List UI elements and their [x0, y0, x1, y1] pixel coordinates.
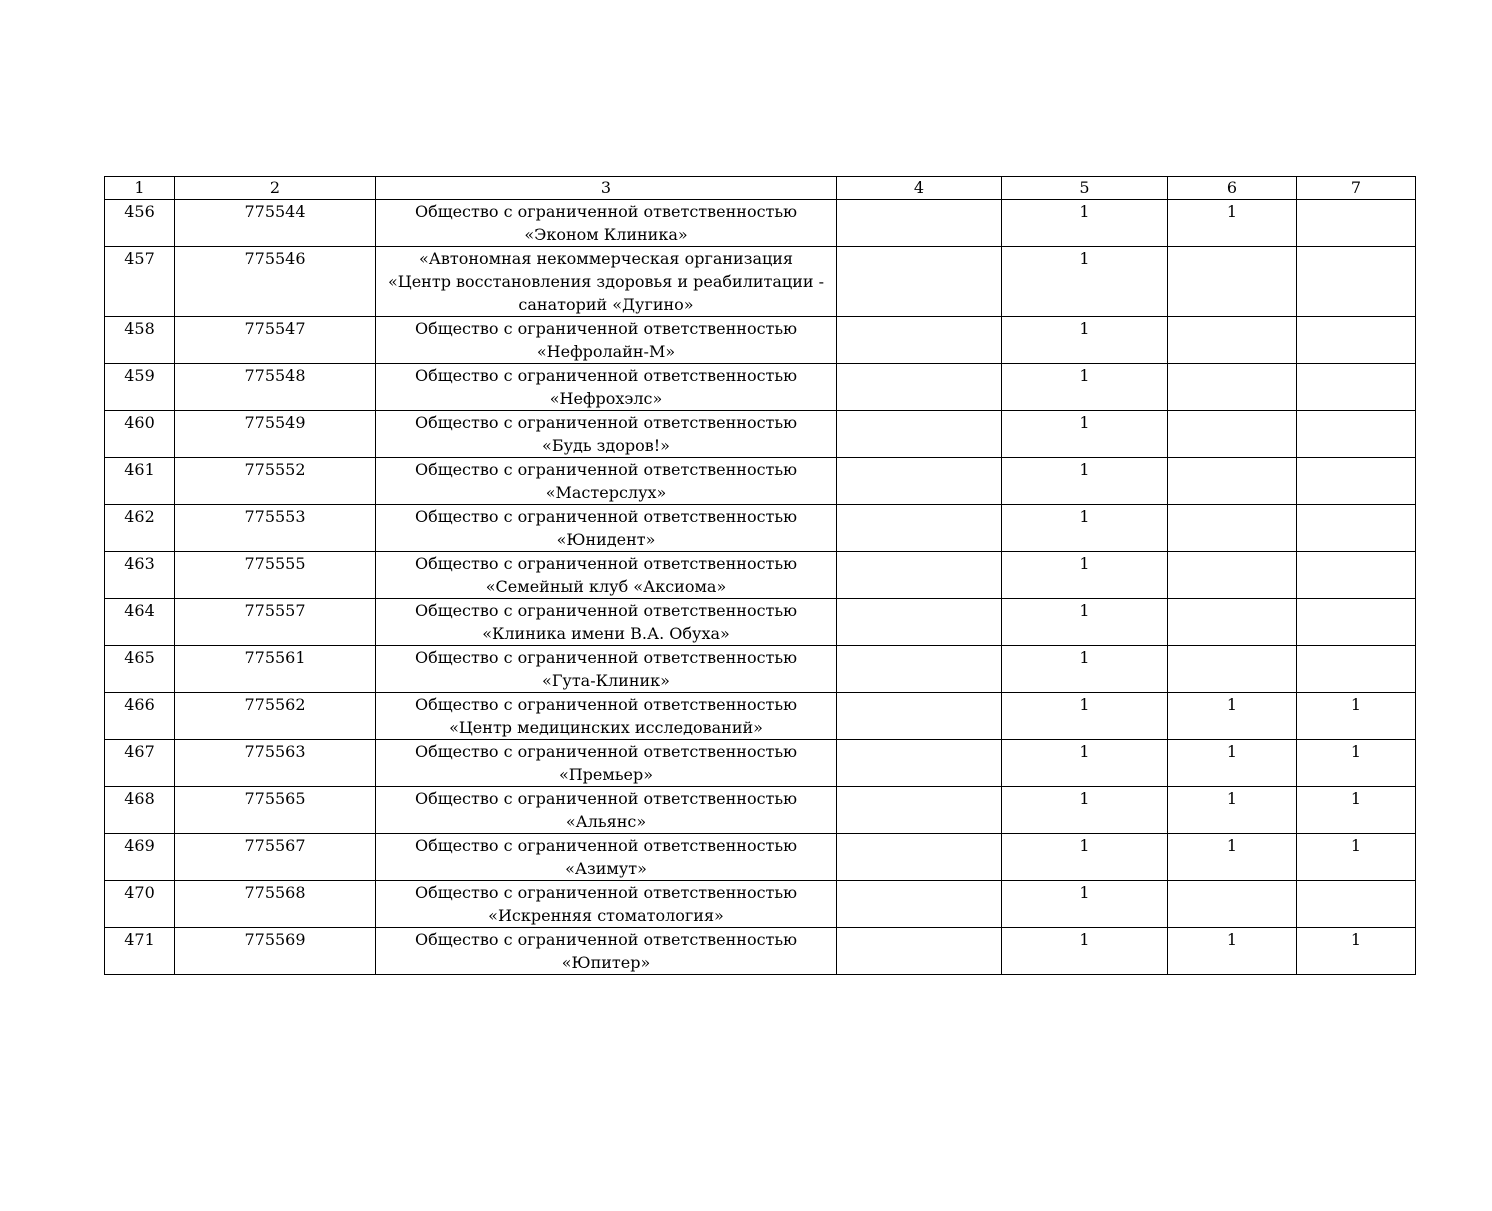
table-row: [105, 881, 1416, 928]
column-5-cell: 1: [1002, 247, 1168, 317]
column-4-cell: [837, 200, 1002, 247]
code-cell: 775557: [175, 599, 376, 646]
row-number-cell: 468: [105, 787, 175, 834]
row-number-cell: 463: [105, 552, 175, 599]
row-number-cell: 460: [105, 411, 175, 458]
column-4-cell: [837, 740, 1002, 787]
column-5-cell: 1: [1002, 458, 1168, 505]
organization-name-cell: Общество с ограниченной ответственностью «Семейный клуб «Аксиома»: [376, 552, 837, 599]
column-7-cell: [1297, 881, 1416, 928]
organization-name-cell: Общество с ограниченной ответственностью «Клиника имени В.А. Обуха»: [376, 599, 837, 646]
table-row: [105, 458, 1416, 505]
column-7-cell: [1297, 552, 1416, 599]
column-5-cell: 1: [1002, 834, 1168, 881]
column-header-6: 6: [1168, 177, 1297, 200]
row-number-cell: 465: [105, 646, 175, 693]
column-6-cell: 1: [1168, 928, 1297, 975]
column-5-cell: 1: [1002, 505, 1168, 552]
column-5-cell: 1: [1002, 693, 1168, 740]
column-4-cell: [837, 646, 1002, 693]
column-7-cell: [1297, 247, 1416, 317]
column-4-cell: [837, 505, 1002, 552]
column-5-cell: 1: [1002, 411, 1168, 458]
column-7-cell: [1297, 646, 1416, 693]
column-6-cell: [1168, 364, 1297, 411]
table-row: [105, 364, 1416, 411]
column-6-cell: 1: [1168, 834, 1297, 881]
organization-name-cell: Общество с ограниченной ответственностью «Нефрохэлс»: [376, 364, 837, 411]
code-cell: 775548: [175, 364, 376, 411]
organization-name-cell: Общество с ограниченной ответственностью «Юнидент»: [376, 505, 837, 552]
organization-name-cell: Общество с ограниченной ответственностью «Искренняя стоматология»: [376, 881, 837, 928]
column-4-cell: [837, 552, 1002, 599]
column-4-cell: [837, 458, 1002, 505]
code-cell: 775567: [175, 834, 376, 881]
organization-name-cell: Общество с ограниченной ответственностью «Мастерслух»: [376, 458, 837, 505]
code-cell: 775563: [175, 740, 376, 787]
column-6-cell: 1: [1168, 740, 1297, 787]
code-cell: 775552: [175, 458, 376, 505]
column-6-cell: 1: [1168, 200, 1297, 247]
column-5-cell: 1: [1002, 881, 1168, 928]
table-row: [105, 411, 1416, 458]
organization-name-cell: Общество с ограниченной ответственностью «Нефролайн-М»: [376, 317, 837, 364]
column-4-cell: [837, 364, 1002, 411]
column-5-cell: 1: [1002, 317, 1168, 364]
column-header-7: 7: [1297, 177, 1416, 200]
table-row: [105, 787, 1416, 834]
column-header-4: 4: [837, 177, 1002, 200]
row-number-cell: 461: [105, 458, 175, 505]
table-row: [105, 599, 1416, 646]
code-cell: 775562: [175, 693, 376, 740]
column-4-cell: [837, 411, 1002, 458]
organization-name-cell: Общество с ограниченной ответственностью «Азимут»: [376, 834, 837, 881]
code-cell: 775569: [175, 928, 376, 975]
column-7-cell: 1: [1297, 834, 1416, 881]
row-number-cell: 466: [105, 693, 175, 740]
organization-name-cell: Общество с ограниченной ответственностью «Эконом Клиника»: [376, 200, 837, 247]
column-7-cell: [1297, 599, 1416, 646]
column-6-cell: 1: [1168, 693, 1297, 740]
code-cell: 775565: [175, 787, 376, 834]
code-cell: 775553: [175, 505, 376, 552]
column-6-cell: [1168, 247, 1297, 317]
column-5-cell: 1: [1002, 552, 1168, 599]
column-header-2: 2: [175, 177, 376, 200]
column-4-cell: [837, 787, 1002, 834]
column-header-1: 1: [105, 177, 175, 200]
column-7-cell: 1: [1297, 928, 1416, 975]
column-6-cell: 1: [1168, 787, 1297, 834]
column-5-cell: 1: [1002, 599, 1168, 646]
organization-name-cell: Общество с ограниченной ответственностью «Премьер»: [376, 740, 837, 787]
row-number-cell: 471: [105, 928, 175, 975]
row-number-cell: 470: [105, 881, 175, 928]
table-header: [105, 177, 1416, 200]
table-body: [105, 200, 1416, 975]
row-number-cell: 462: [105, 505, 175, 552]
column-6-cell: [1168, 552, 1297, 599]
column-7-cell: [1297, 505, 1416, 552]
row-number-cell: 457: [105, 247, 175, 317]
column-4-cell: [837, 317, 1002, 364]
code-cell: 775568: [175, 881, 376, 928]
organization-name-cell: Общество с ограниченной ответственностью «Альянс»: [376, 787, 837, 834]
table-row: [105, 740, 1416, 787]
table-row: [105, 317, 1416, 364]
table-row: [105, 200, 1416, 247]
row-number-cell: 469: [105, 834, 175, 881]
table-row: [105, 834, 1416, 881]
code-cell: 775547: [175, 317, 376, 364]
column-4-cell: [837, 928, 1002, 975]
row-number-cell: 458: [105, 317, 175, 364]
header-row: [105, 177, 1416, 200]
column-6-cell: [1168, 505, 1297, 552]
row-number-cell: 467: [105, 740, 175, 787]
row-number-cell: 456: [105, 200, 175, 247]
column-6-cell: [1168, 458, 1297, 505]
code-cell: 775549: [175, 411, 376, 458]
column-4-cell: [837, 834, 1002, 881]
table-row: [105, 693, 1416, 740]
code-cell: 775546: [175, 247, 376, 317]
column-7-cell: [1297, 364, 1416, 411]
row-number-cell: 464: [105, 599, 175, 646]
code-cell: 775561: [175, 646, 376, 693]
column-6-cell: [1168, 646, 1297, 693]
column-6-cell: [1168, 881, 1297, 928]
column-7-cell: [1297, 200, 1416, 247]
column-5-cell: 1: [1002, 740, 1168, 787]
column-4-cell: [837, 693, 1002, 740]
column-6-cell: [1168, 599, 1297, 646]
code-cell: 775555: [175, 552, 376, 599]
column-7-cell: 1: [1297, 740, 1416, 787]
organization-name-cell: Общество с ограниченной ответственностью «Юпитер»: [376, 928, 837, 975]
column-5-cell: 1: [1002, 646, 1168, 693]
column-5-cell: 1: [1002, 928, 1168, 975]
column-4-cell: [837, 881, 1002, 928]
column-7-cell: [1297, 458, 1416, 505]
organization-name-cell: Общество с ограниченной ответственностью «Будь здоров!»: [376, 411, 837, 458]
column-7-cell: [1297, 411, 1416, 458]
column-5-cell: 1: [1002, 364, 1168, 411]
table-row: [105, 646, 1416, 693]
table-row: [105, 552, 1416, 599]
column-4-cell: [837, 599, 1002, 646]
registry-table: [104, 176, 1416, 975]
column-5-cell: 1: [1002, 200, 1168, 247]
organization-name-cell: Общество с ограниченной ответственностью «Гута-Клиник»: [376, 646, 837, 693]
organization-name-cell: «Автономная некоммерческая организация «Центр восстановления здоровья и реабилитации - санаторий «Дугино»: [376, 247, 837, 317]
code-cell: 775544: [175, 200, 376, 247]
table-row: [105, 247, 1416, 317]
column-7-cell: 1: [1297, 787, 1416, 834]
column-header-5: 5: [1002, 177, 1168, 200]
column-5-cell: 1: [1002, 787, 1168, 834]
column-6-cell: [1168, 411, 1297, 458]
column-7-cell: 1: [1297, 693, 1416, 740]
column-4-cell: [837, 247, 1002, 317]
column-6-cell: [1168, 317, 1297, 364]
column-7-cell: [1297, 317, 1416, 364]
organization-name-cell: Общество с ограниченной ответственностью «Центр медицинских исследований»: [376, 693, 837, 740]
row-number-cell: 459: [105, 364, 175, 411]
table-row: [105, 928, 1416, 975]
column-header-3: 3: [376, 177, 837, 200]
table-row: [105, 505, 1416, 552]
